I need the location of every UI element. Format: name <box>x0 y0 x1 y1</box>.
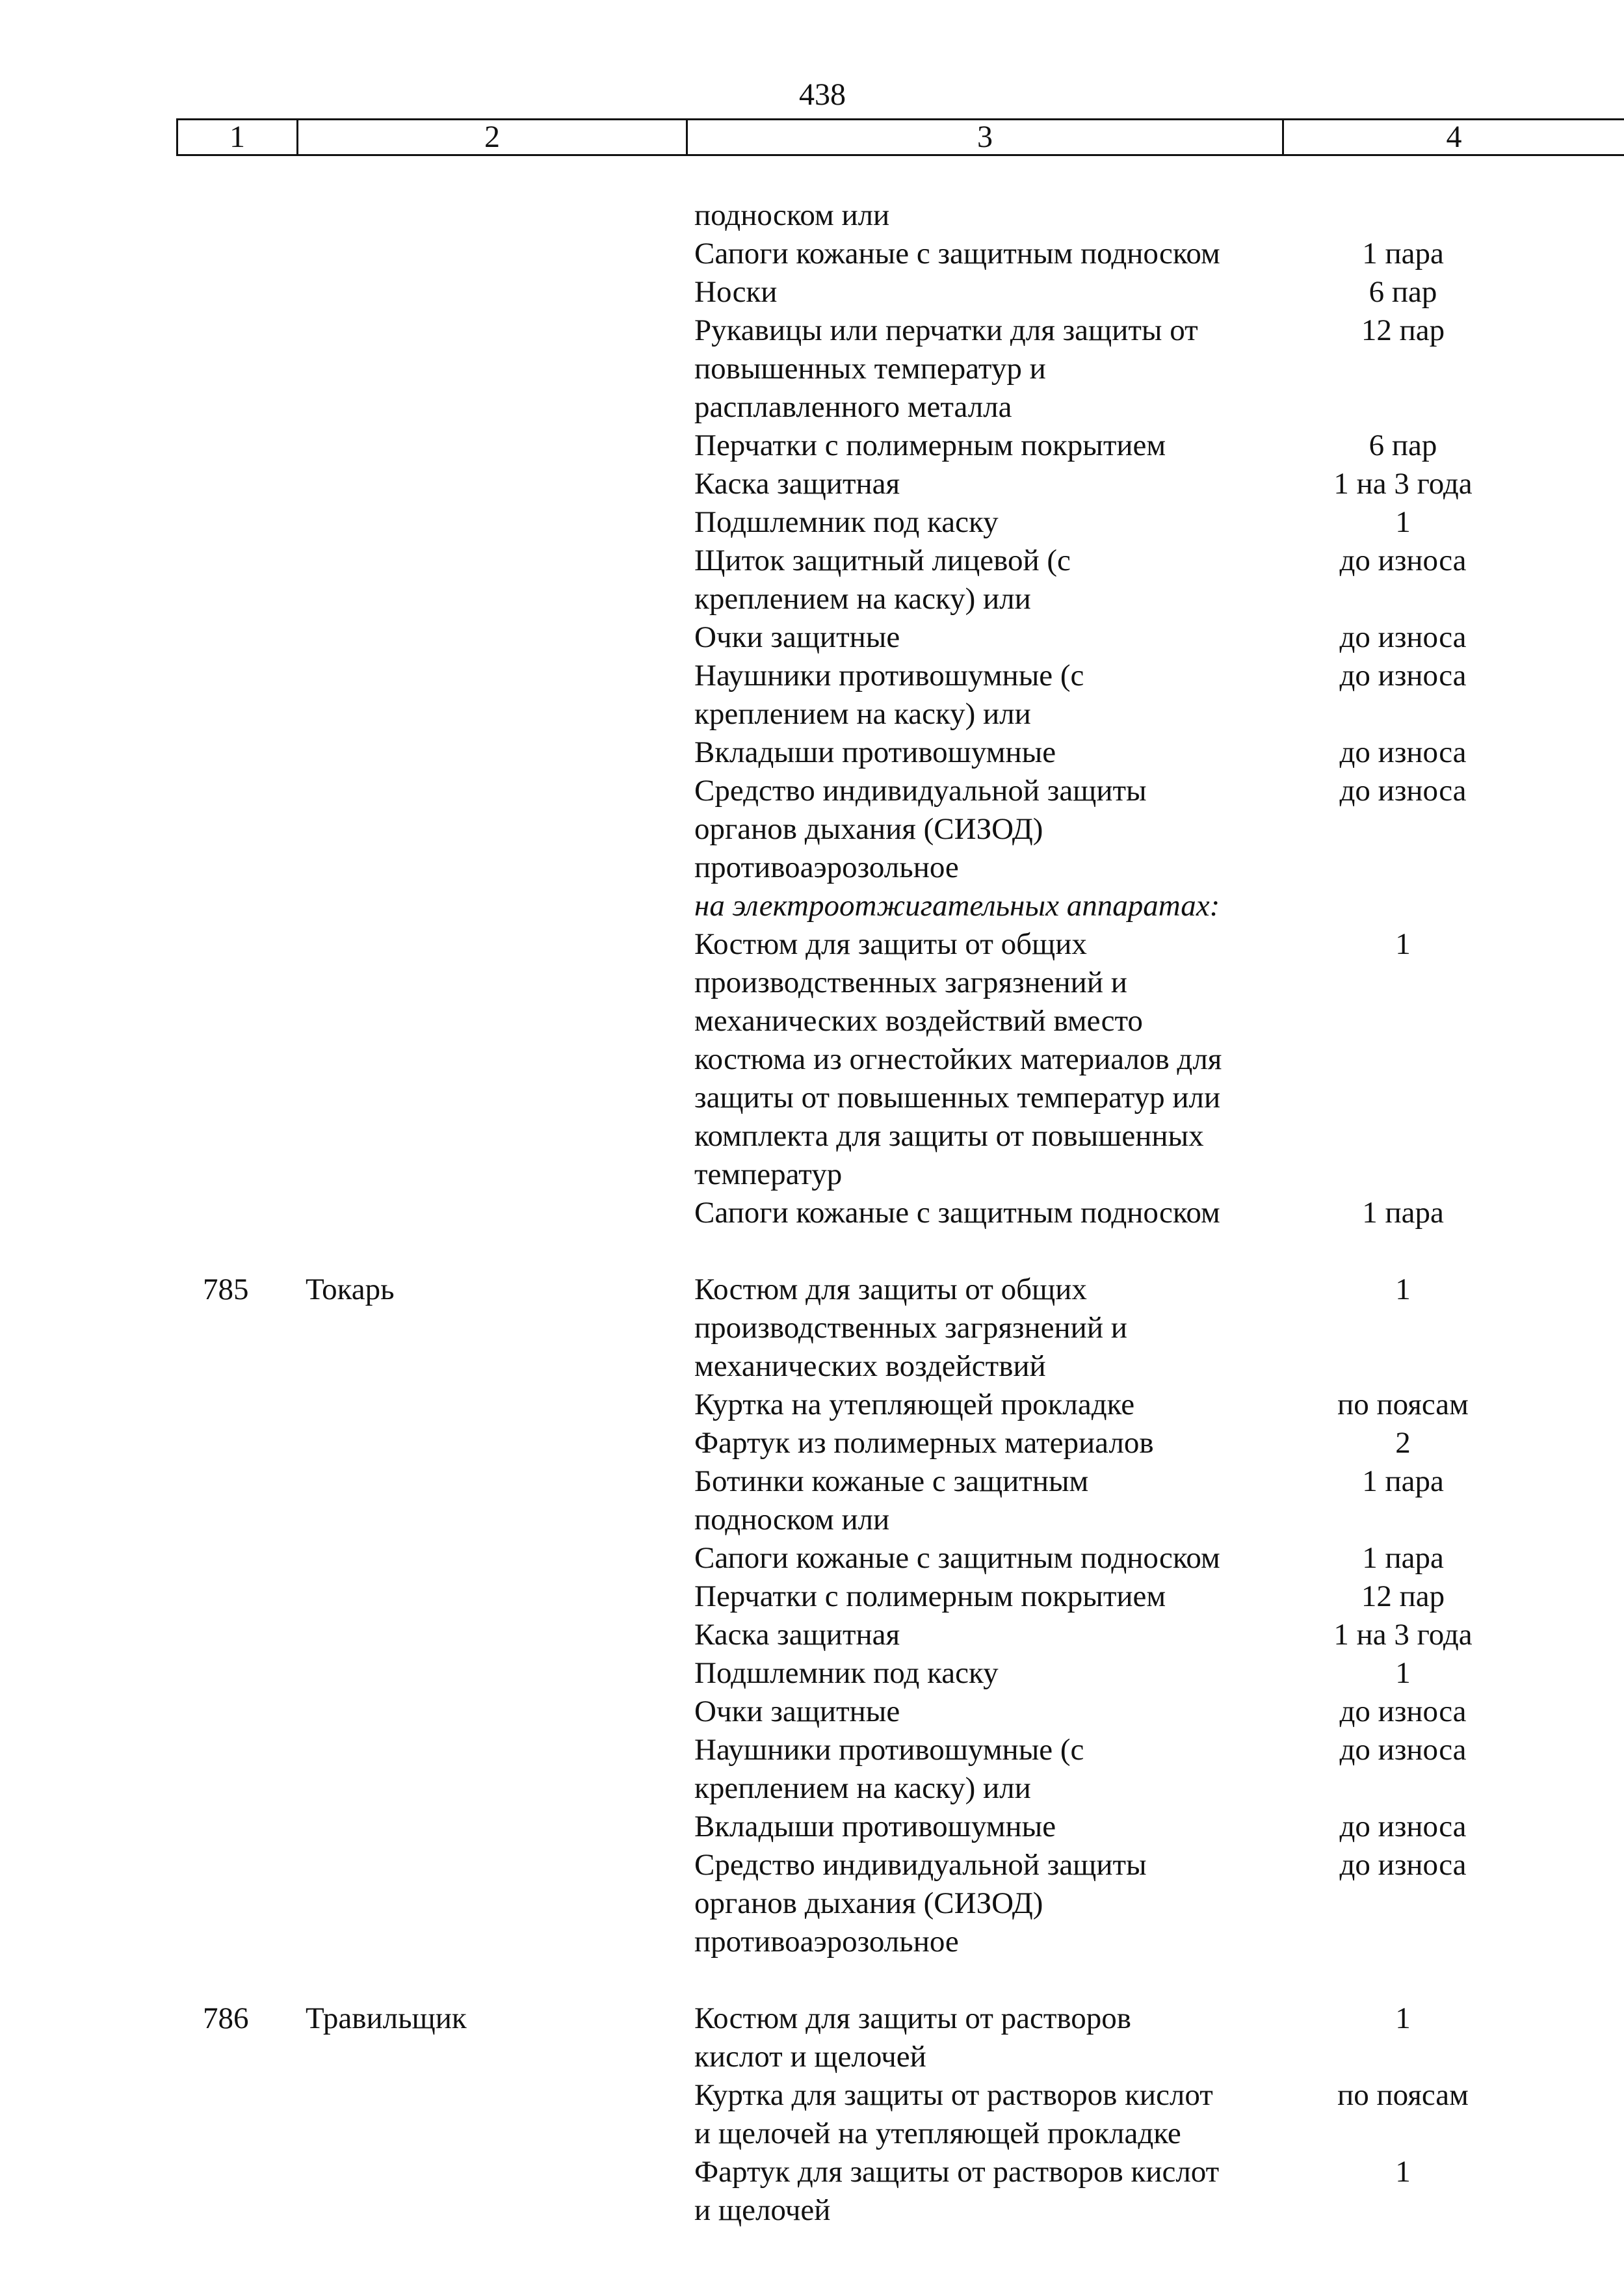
description-line: органов дыхания (СИЗОД) <box>694 1886 1043 1920</box>
page-number: 438 <box>799 77 846 112</box>
issue-norm: 1 <box>1395 1656 1411 1690</box>
equipment-row <box>0 1386 1624 1424</box>
column-header-2: 2 <box>298 120 687 155</box>
equipment-description <box>694 1616 1279 1654</box>
block-gap <box>0 1232 1624 1271</box>
item-number: 785 <box>203 1273 249 1306</box>
description-line: Подшлемник под каску <box>694 1656 999 1690</box>
description-line: и щелочей <box>694 2193 831 2227</box>
issue-norm: 1 пара <box>1362 237 1444 271</box>
equipment-row <box>0 235 1624 273</box>
description-line: Щиток защитный лицевой (с <box>694 544 1071 577</box>
equipment-description <box>694 887 1279 925</box>
description-line: механических воздействий <box>694 1349 1046 1383</box>
equipment-description <box>694 427 1279 465</box>
issue-norm: до износа <box>1339 620 1467 654</box>
equipment-row <box>0 1539 1624 1577</box>
issue-norm: до износа <box>1339 735 1467 769</box>
equipment-description <box>694 1731 1279 1808</box>
description-line: Костюм для защиты от растворов <box>694 2001 1131 2035</box>
equipment-row <box>0 772 1624 887</box>
description-line: и щелочей на утепляющей прокладке <box>694 2117 1181 2150</box>
description-line: Каска защитная <box>694 1618 900 1652</box>
issue-norm: 1 пара <box>1362 1464 1444 1498</box>
issue-norm: до износа <box>1339 1695 1467 1728</box>
equipment-row <box>0 196 1624 235</box>
equipment-description <box>694 2153 1279 2230</box>
description-line: Вкладыши противошумные <box>694 735 1056 769</box>
description-line: подноском или <box>694 198 890 232</box>
equipment-description <box>694 2076 1279 2153</box>
description-line: Ботинки кожаные с защитным <box>694 1464 1089 1498</box>
issue-norm: 2 <box>1395 1426 1411 1460</box>
equipment-row <box>0 503 1624 542</box>
block-gap <box>0 1961 1624 1999</box>
profession-name: Токарь <box>306 1273 395 1306</box>
issue-norm: 1 <box>1395 927 1411 961</box>
table-row <box>0 1271 1624 1961</box>
issue-norm: до износа <box>1339 1810 1467 1843</box>
equipment-description <box>694 1271 1279 1386</box>
section-subheading <box>0 887 1624 925</box>
column-header-4: 4 <box>1283 120 1624 155</box>
table-row <box>0 1999 1624 2230</box>
equipment-description <box>694 542 1279 618</box>
equipment-row <box>0 1731 1624 1808</box>
equipment-description <box>694 1539 1279 1577</box>
issue-norm: 12 пар <box>1361 1579 1445 1613</box>
equipment-row <box>0 733 1624 772</box>
item-number: 786 <box>203 2001 249 2035</box>
description-line: Наушники противошумные (с <box>694 1733 1084 1767</box>
description-line: Перчатки с полимерным покрытием <box>694 429 1166 462</box>
description-line: комплекта для защиты от повышенных <box>694 1119 1204 1153</box>
description-line: противоаэрозольное <box>694 1925 959 1959</box>
description-line: Наушники противошумные (с <box>694 659 1084 693</box>
equipment-description <box>694 1693 1279 1731</box>
issue-norm: 1 на 3 года <box>1333 1618 1473 1652</box>
column-header-3: 3 <box>687 120 1283 155</box>
equipment-row <box>0 542 1624 618</box>
equipment-row <box>0 618 1624 657</box>
equipment-description <box>694 1424 1279 1462</box>
description-line: расплавленного металла <box>694 390 1012 424</box>
equipment-row <box>0 1424 1624 1462</box>
issue-norm: 6 пар <box>1369 275 1437 309</box>
equipment-row <box>0 465 1624 503</box>
description-line: Фартук для защиты от растворов кислот <box>694 2155 1220 2189</box>
description-line: креплением на каску) или <box>694 582 1031 616</box>
issue-norm: 1 <box>1395 2001 1411 2035</box>
issue-norm: до износа <box>1339 774 1467 808</box>
equipment-description <box>694 733 1279 772</box>
equipment-row <box>0 427 1624 465</box>
issue-norm: до износа <box>1339 659 1467 693</box>
table-body <box>0 196 1624 2230</box>
equipment-row <box>0 2076 1624 2153</box>
description-line: защиты от повышенных температур или <box>694 1081 1221 1115</box>
equipment-row <box>0 1693 1624 1731</box>
issue-norm: 1 <box>1395 1273 1411 1306</box>
equipment-row <box>0 1462 1624 1539</box>
description-line: повышенных температур и <box>694 352 1046 386</box>
issue-norm: 6 пар <box>1369 429 1437 462</box>
equipment-row <box>0 2153 1624 2230</box>
description-line: Перчатки с полимерным покрытием <box>694 1579 1166 1613</box>
description-line: Средство индивидуальной защиты <box>694 774 1147 808</box>
description-line: на электроотжигательных аппаратах: <box>694 889 1220 923</box>
equipment-description <box>694 925 1279 1194</box>
equipment-description <box>694 657 1279 733</box>
issue-norm: до износа <box>1339 1848 1467 1882</box>
equipment-row <box>0 1808 1624 1846</box>
equipment-description <box>694 1999 1279 2076</box>
description-line: органов дыхания (СИЗОД) <box>694 812 1043 846</box>
description-line: производственных загрязнений и <box>694 966 1127 999</box>
equipment-description <box>694 196 1279 235</box>
description-line: Средство индивидуальной защиты <box>694 1848 1147 1882</box>
description-line: Сапоги кожаные с защитным подноском <box>694 1196 1220 1230</box>
equipment-description <box>694 235 1279 273</box>
issue-norm: 12 пар <box>1361 313 1445 347</box>
description-line: Костюм для защиты от общих <box>694 1273 1087 1306</box>
equipment-row <box>0 925 1624 1194</box>
description-line: Вкладыши противошумные <box>694 1810 1056 1843</box>
description-line: Подшлемник под каску <box>694 505 999 539</box>
description-line: Очки защитные <box>694 1695 900 1728</box>
equipment-row <box>0 657 1624 733</box>
description-line: Сапоги кожаные с защитным подноском <box>694 1541 1220 1575</box>
description-line: креплением на каску) или <box>694 697 1031 731</box>
equipment-description <box>694 503 1279 542</box>
issue-norm: до износа <box>1339 1733 1467 1767</box>
table-row <box>0 196 1624 1232</box>
issue-norm: 1 пара <box>1362 1541 1444 1575</box>
column-header-table <box>176 118 1624 156</box>
description-line: кислот и щелочей <box>694 2040 926 2074</box>
equipment-row <box>0 1577 1624 1616</box>
profession-name: Травильщик <box>306 2001 467 2035</box>
equipment-description <box>694 311 1279 427</box>
description-line: Носки <box>694 275 778 309</box>
description-line: температур <box>694 1157 843 1191</box>
equipment-description <box>694 1577 1279 1616</box>
equipment-description <box>694 1808 1279 1846</box>
description-line: противоаэрозольное <box>694 851 959 884</box>
issue-norm: 1 на 3 года <box>1333 467 1473 501</box>
description-line: Очки защитные <box>694 620 900 654</box>
description-line: Куртка на утепляющей прокладке <box>694 1388 1135 1421</box>
equipment-row <box>0 1654 1624 1693</box>
equipment-row <box>0 1846 1624 1961</box>
equipment-description <box>694 465 1279 503</box>
description-line: производственных загрязнений и <box>694 1311 1127 1345</box>
equipment-description <box>694 1462 1279 1539</box>
description-line: Рукавицы или перчатки для защиты от <box>694 313 1198 347</box>
description-line: Фартук из полимерных материалов <box>694 1426 1154 1460</box>
description-line: креплением на каску) или <box>694 1771 1031 1805</box>
equipment-description <box>694 1654 1279 1693</box>
equipment-description <box>694 618 1279 657</box>
equipment-row <box>0 311 1624 427</box>
equipment-description <box>694 273 1279 311</box>
issue-norm: 1 пара <box>1362 1196 1444 1230</box>
description-line: Костюм для защиты от общих <box>694 927 1087 961</box>
equipment-description <box>694 772 1279 887</box>
issue-norm: до износа <box>1339 544 1467 577</box>
description-line: механических воздействий вместо <box>694 1004 1143 1038</box>
equipment-row <box>0 273 1624 311</box>
equipment-description <box>694 1386 1279 1424</box>
issue-norm: по поясам <box>1337 1388 1469 1421</box>
equipment-description <box>694 1194 1279 1232</box>
description-line: костюма из огнестойких материалов для <box>694 1042 1222 1076</box>
equipment-description <box>694 1846 1279 1961</box>
issue-norm: 1 <box>1395 505 1411 539</box>
description-line: Сапоги кожаные с защитным подноском <box>694 237 1220 271</box>
description-line: подноском или <box>694 1503 890 1537</box>
column-header-1: 1 <box>177 120 298 155</box>
issue-norm: по поясам <box>1337 2078 1469 2112</box>
equipment-row <box>0 1194 1624 1232</box>
description-line: Каска защитная <box>694 467 900 501</box>
equipment-row <box>0 1616 1624 1654</box>
description-line: Куртка для защиты от растворов кислот <box>694 2078 1213 2112</box>
issue-norm: 1 <box>1395 2155 1411 2189</box>
